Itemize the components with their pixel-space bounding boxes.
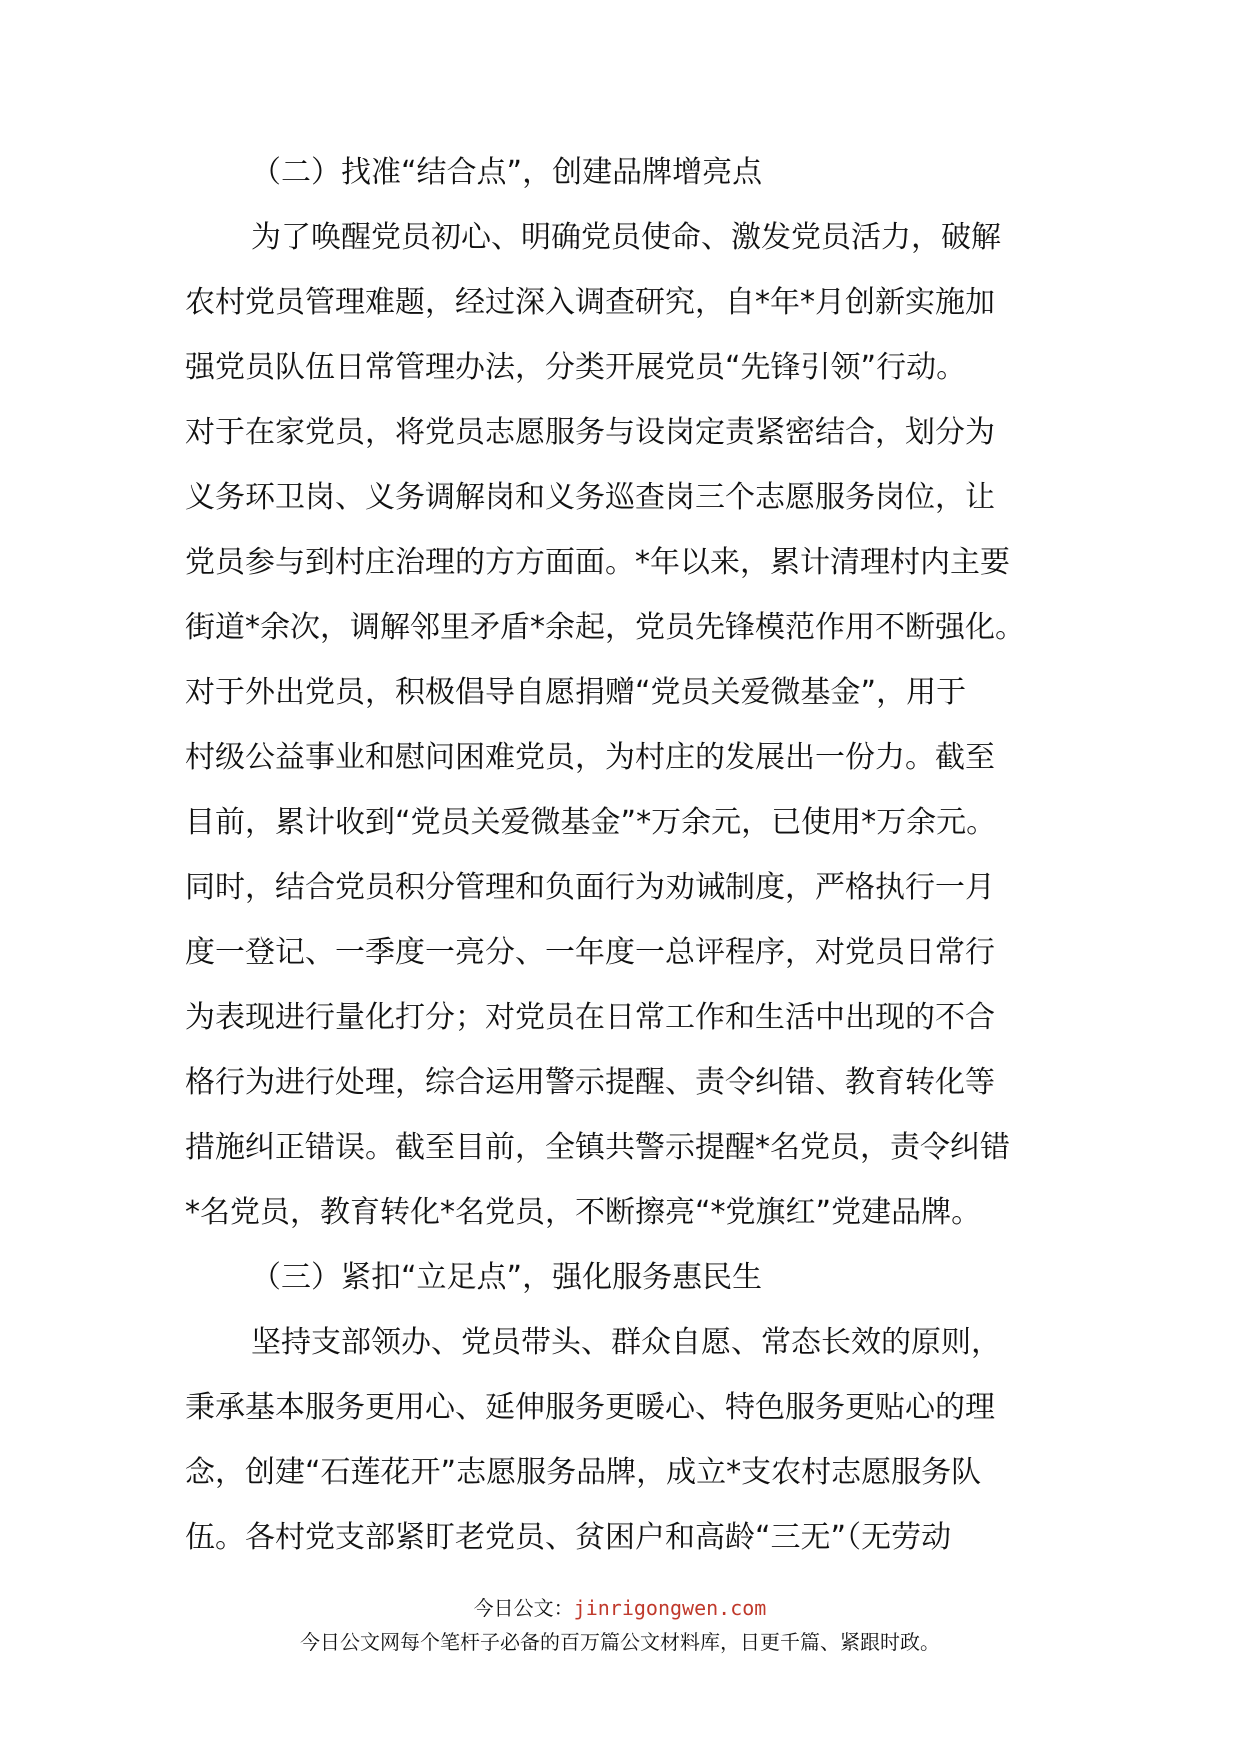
paragraph-line: 为了唤醒党员初心、明确党员使命、激发党员活力，破解 (251, 220, 1001, 255)
paragraph-line: 坚持支部领办、党员带头、群众自愿、常态长效的原则， (251, 1325, 1001, 1360)
paragraph-line: *名党员，教育转化*名党员，不断擦亮“*党旗红”党建品牌。 (185, 1195, 982, 1230)
footer-slogan: 今日公文网每个笔杆子必备的百万篇公文材料库，日更千篇、紧跟时政。 (300, 1630, 940, 1654)
paragraph-line: 秉承基本服务更用心、延伸服务更暖心、特色服务更贴心的理 (185, 1390, 995, 1425)
paragraph-line: 对于外出党员，积极倡导自愿捐赠“党员关爱微基金”，用于 (185, 675, 967, 710)
footer-label: 今日公文： (473, 1596, 574, 1620)
paragraph-line: 目前，累计收到“党员关爱微基金”*万余元，已使用*万余元。 (185, 805, 997, 840)
paragraph-line: 强党员队伍日常管理办法，分类开展党员“先锋引领”行动。 (185, 350, 967, 385)
paragraph-line: 伍。各村党支部紧盯老党员、贫困户和高龄“三无”（无劳动 (185, 1520, 952, 1555)
paragraph-line: 格行为进行处理，综合运用警示提醒、责令纠错、教育转化等 (185, 1065, 995, 1100)
paragraph-line: 同时，结合党员积分管理和负面行为劝诫制度，严格执行一月 (185, 870, 995, 905)
section-heading-3: （三）紧扣“立足点”，强化服务惠民生 (251, 1260, 763, 1295)
footer-source (0, 1596, 1240, 1620)
paragraph-line: 为表现进行量化打分；对党员在日常工作和生活中出现的不合 (185, 1000, 995, 1035)
document-body (185, 155, 1070, 1588)
paragraph-line: 措施纠正错误。截至目前，全镇共警示提醒*名党员，责令纠错 (185, 1130, 1010, 1165)
paragraph-line: 村级公益事业和慰问困难党员，为村庄的发展出一份力。截至 (185, 740, 995, 775)
paragraph-line: 念，创建“石莲花开”志愿服务品牌，成立*支农村志愿服务队 (185, 1455, 982, 1490)
paragraph-line: 党员参与到村庄治理的方方面面。*年以来，累计清理村内主要 (185, 545, 1010, 580)
paragraph-line: 度一登记、一季度一亮分、一年度一总评程序，对党员日常行 (185, 935, 995, 970)
paragraph-line: 街道*余次，调解邻里矛盾*余起，党员先锋模范作用不断强化。 (185, 610, 1025, 645)
paragraph-line: 义务环卫岗、义务调解岗和义务巡查岗三个志愿服务岗位，让 (185, 480, 995, 515)
paragraph-line: 农村党员管理难题，经过深入调查研究，自*年*月创新实施加 (185, 285, 995, 320)
paragraph-line: 对于在家党员，将党员志愿服务与设岗定责紧密结合，划分为 (185, 415, 995, 450)
footer-site-link[interactable]: jinrigongwen.com (573, 1596, 767, 1620)
section-heading-2: （二）找准“结合点”，创建品牌增亮点 (251, 155, 763, 190)
